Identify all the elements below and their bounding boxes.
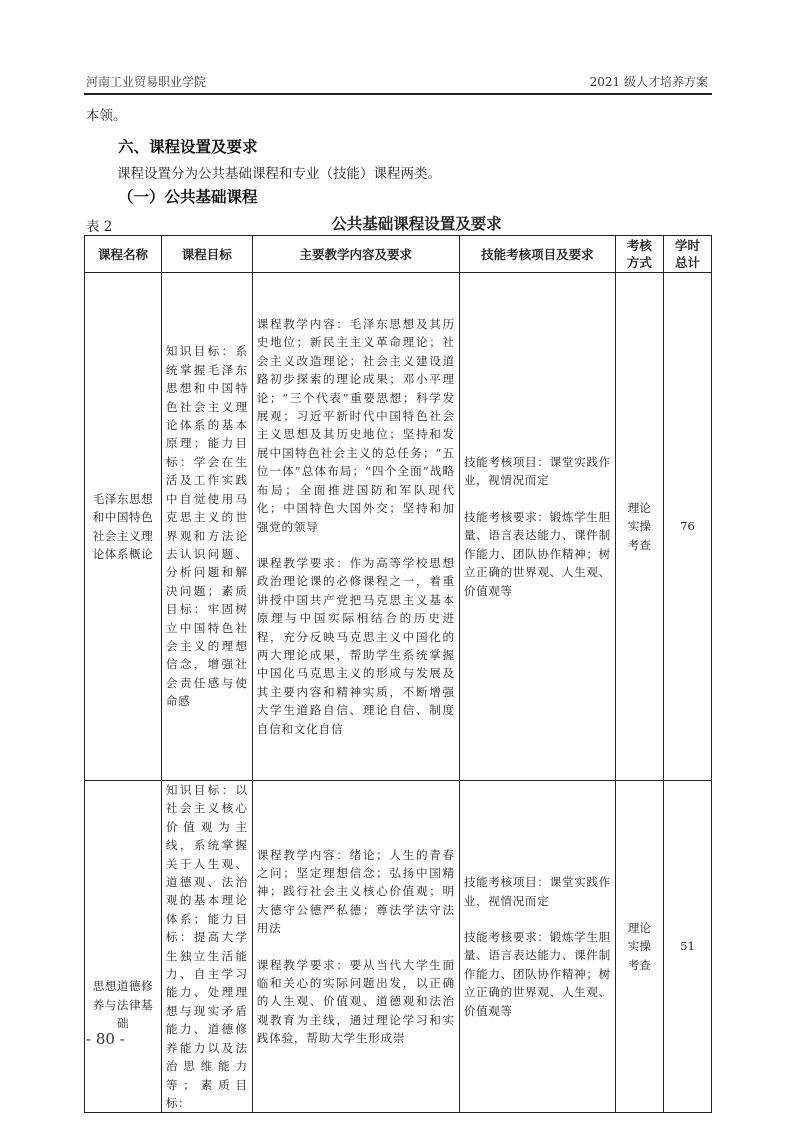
col-header-hours: 学时 总计 xyxy=(663,236,711,273)
table-title: 公共基础课程设置及要求 xyxy=(331,215,502,233)
table-row xyxy=(85,781,712,1113)
course-goal: 知识目标：系统掌握毛泽东思想和中国特色社会主义理论体系的基本原理；能力目标：学会在生活及工作实践中自觉使用马克思主义的世界观和方法论去认识问题、分析问题和解决问题；素质目标：牢固树立中国特色社会主义的理想信念，增强社会责任感与使命感 xyxy=(161,273,252,781)
course-requirement: 课程教学要求：要从当代大学生面临和关心的实际问题出发，以正确的人生观、价值观、道德观和法治观教育为主线，通过理论学习和实践体验，帮助大学生形成崇 xyxy=(256,957,455,1046)
section-heading: 六、课程设置及要求 xyxy=(118,138,258,156)
skill-requirements: 技能考核要求：锻炼学生胆量、语言表达能力、课件制作能力、团队协作精神；树立正确的世界观、人生观、价值观等 xyxy=(463,509,611,598)
course-goal: 知识目标：以社会主义核心价值观为主线，系统掌握关于人生观、道德观、法治观的基本理论体系；能力目标：提高大学生独立生活能力、自主学习能力、处理理想与现实矛盾能力、道德修养能力以及法治思维能力等；素质目标： xyxy=(161,781,252,1113)
running-header-institution: 河南工业贸易职业学院 xyxy=(86,75,207,89)
table-number: 表 2 xyxy=(86,219,113,235)
course-name: 思想道德修养与法律基础 xyxy=(85,781,162,1113)
total-hours: 51 xyxy=(663,781,711,1113)
col-header-skill: 技能考核项目及要求 xyxy=(459,236,615,273)
total-hours: 76 xyxy=(663,273,711,781)
subsection-heading: （一）公共基础课程 xyxy=(118,188,258,206)
col-header-course-goal: 课程目标 xyxy=(161,236,252,273)
header-rule xyxy=(84,93,712,95)
course-content-cell xyxy=(252,781,459,1113)
skill-cell xyxy=(459,781,615,1113)
skill-items: 技能考核项目：课堂实践作业，视情况而定 xyxy=(463,455,611,488)
skill-items: 技能考核项目：课堂实践作业，视情况而定 xyxy=(463,875,611,908)
course-content-cell xyxy=(252,273,459,781)
course-table xyxy=(84,235,712,1113)
col-header-content: 主要教学内容及要求 xyxy=(252,236,459,273)
course-content: 课程教学内容：毛泽东思想及其历史地位；新民主主义革命理论；社会主义改造理论；社会主义建设道路初步探索的理论成果；邓小平理论；“三个代表”重要思想；科学发展观；习近平新时代中国特色社会主义思想及其历史地位；坚持和发展中国特色社会主义的总任务；“五位一体”总体布局；“四个全面”战略布局；全面推进国防和军队现代化；中国特色大国外交；坚持和加强党的领导 xyxy=(256,317,455,534)
skill-cell xyxy=(459,273,615,781)
table-row xyxy=(85,273,712,781)
course-content: 课程教学内容：绪论；人生的青春之问；坚定理想信念；弘扬中国精神；践行社会主义核心价值观；明大德守公德严私德；尊法学法守法用法 xyxy=(256,847,455,936)
assessment-method: 理论 实操 考查 xyxy=(615,273,663,781)
page-number: - 80 - xyxy=(86,1030,125,1048)
course-name: 毛泽东思想和中国特色社会主义理论体系概论 xyxy=(85,273,162,781)
skill-requirements: 技能考核要求：锻炼学生胆量、语言表达能力、课件制作能力、团队协作精神；树立正确的世界观、人生观、价值观等 xyxy=(463,930,611,1018)
course-requirement: 课程教学要求：作为高等学校思想政治理论课的必修课程之一，着重讲授中国共产党把马克思主义基本原理与中国实际相结合的历史进程，充分反映马克思主义中国化的两大理论成果，帮助学生系统掌握中国化马克思主义的形成与发展及其主要内容和精神实质，不断增强大学生道路自信、理论自信、制度自信和文化自信 xyxy=(256,555,455,736)
col-header-method: 考核 方式 xyxy=(615,236,663,273)
assessment-method: 理论 实操 考查 xyxy=(615,781,663,1113)
running-header-doc-title: 2021 级人才培养方案 xyxy=(589,75,708,89)
carryover-text: 本领。 xyxy=(86,108,127,124)
table-header-row xyxy=(85,236,712,273)
col-header-course-name: 课程名称 xyxy=(85,236,162,273)
section-intro: 课程设置分为公共基础课程和专业（技能）课程两类。 xyxy=(117,166,441,182)
